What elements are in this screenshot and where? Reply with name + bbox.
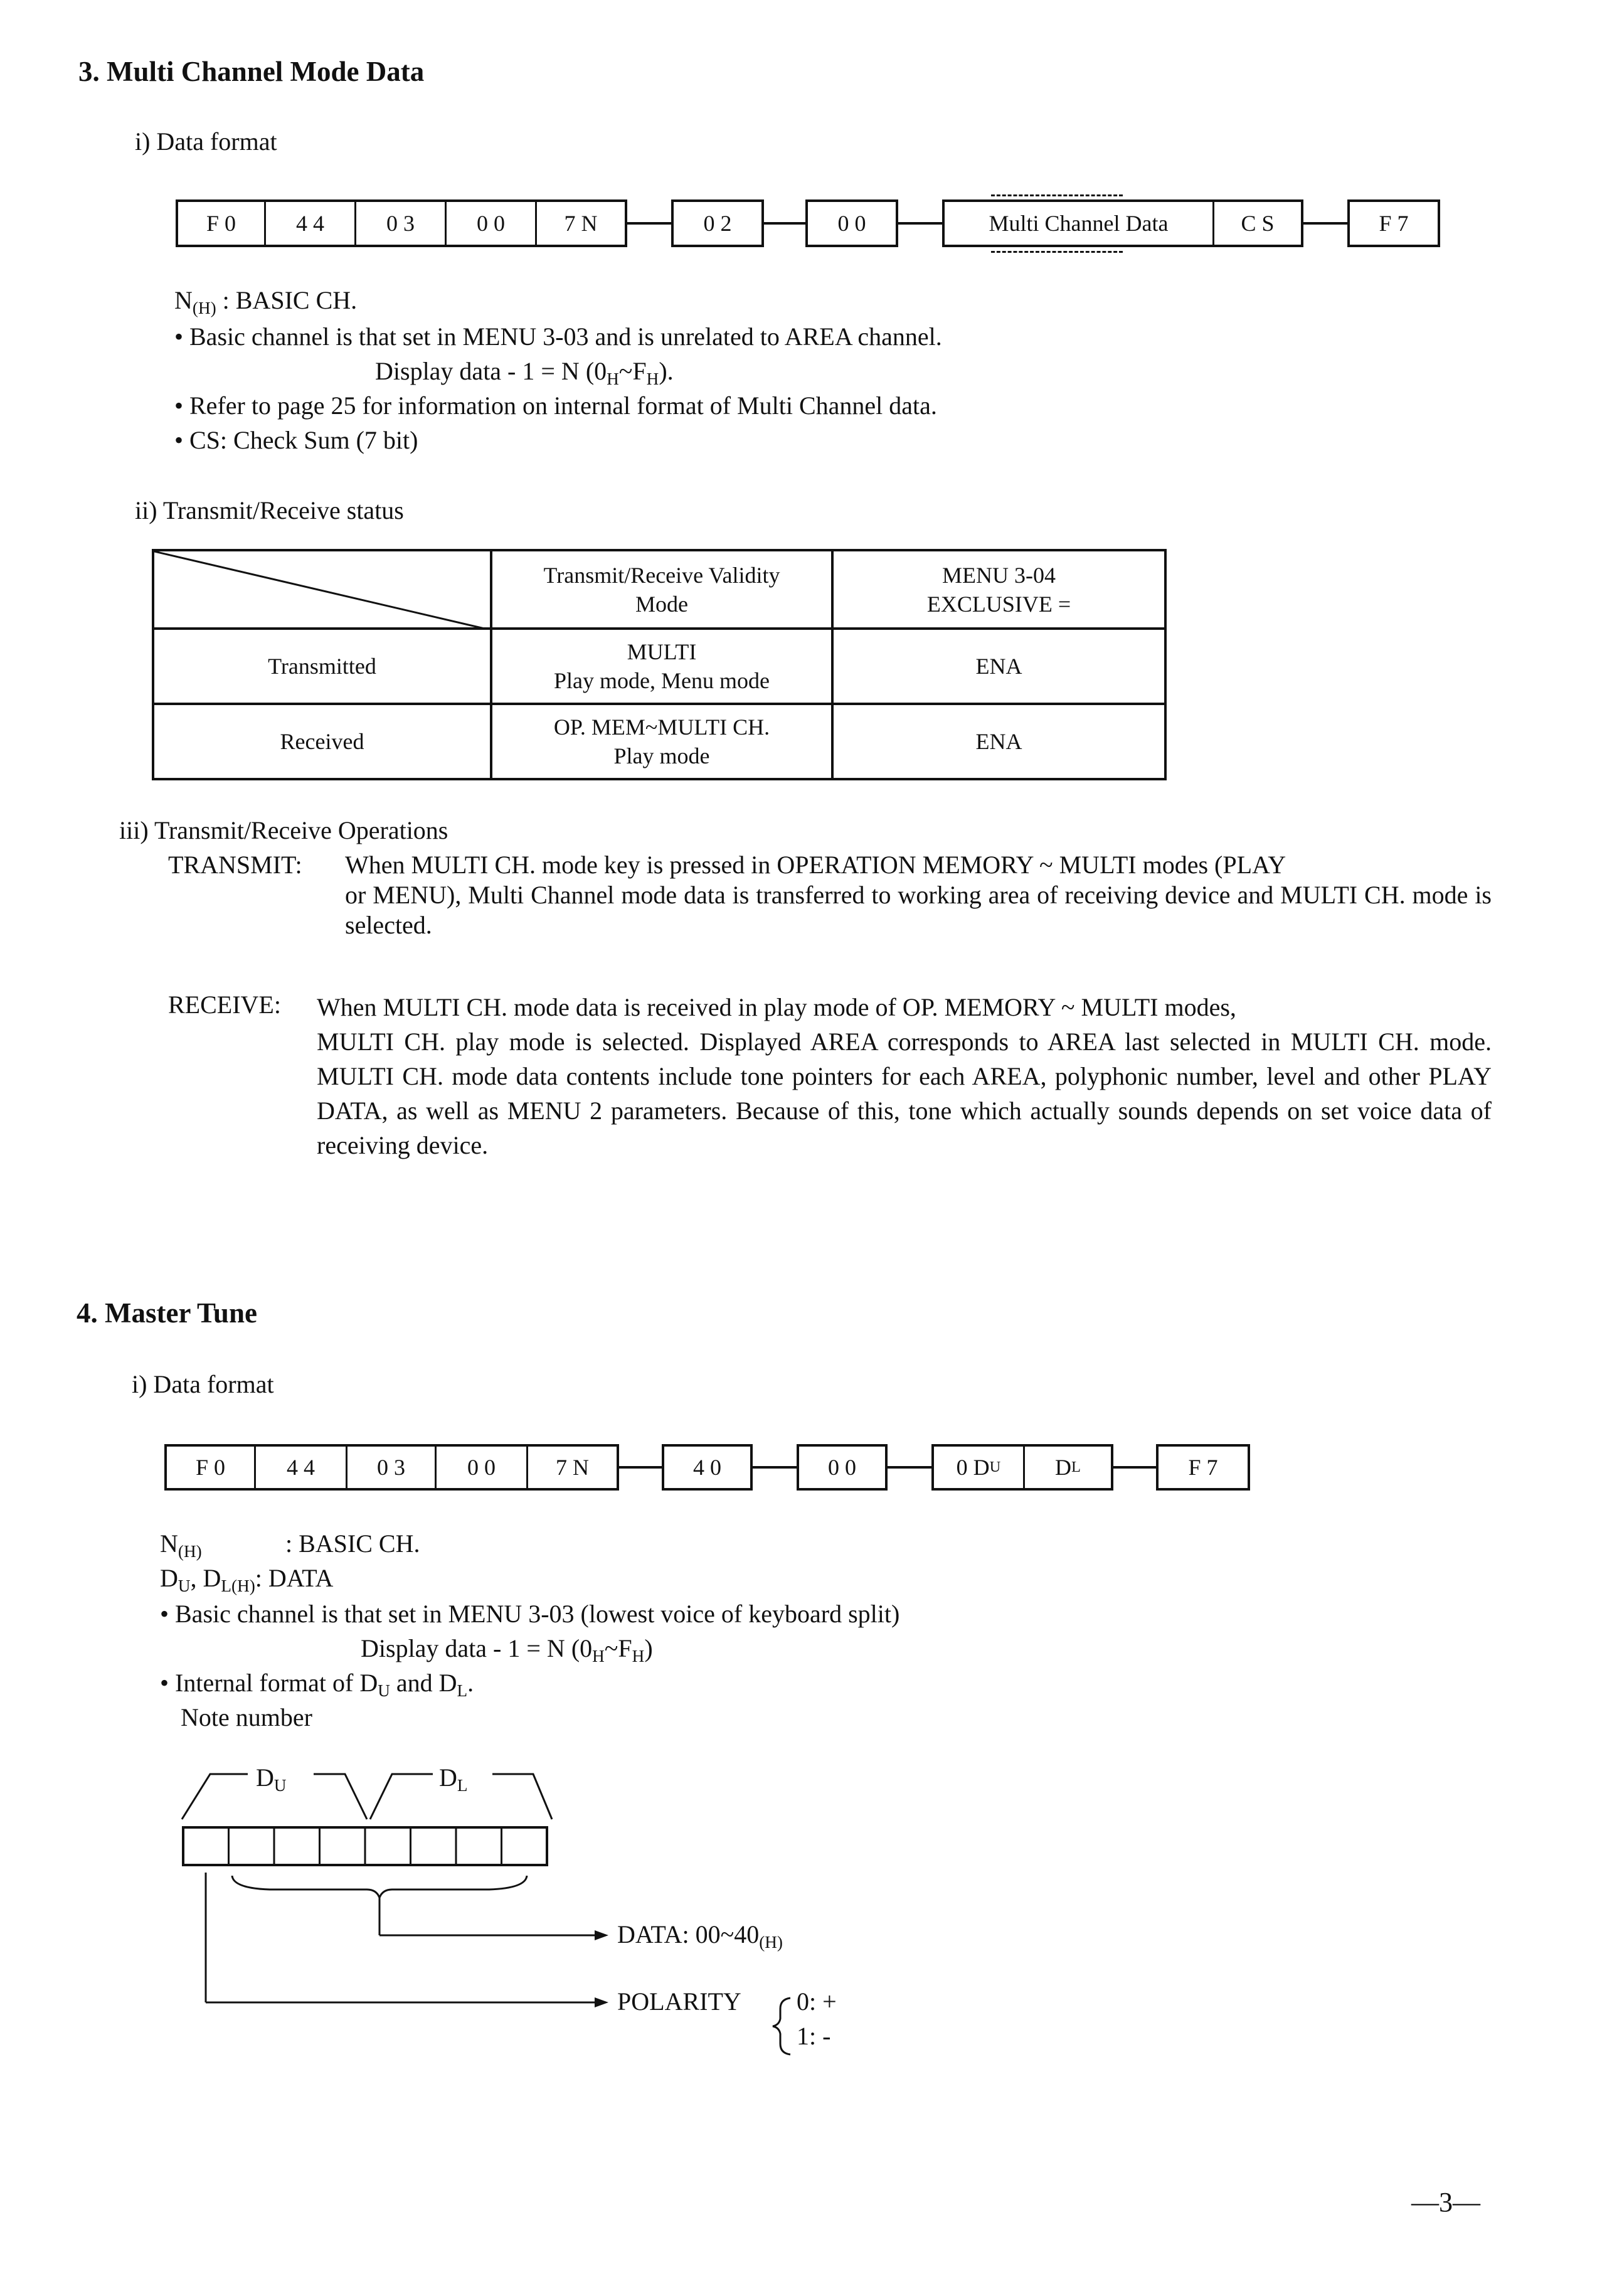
data-note: $D_U$, $D_{L(H)}$: DATA xyxy=(160,1564,334,1596)
format-byte: 0 0 xyxy=(447,202,537,245)
format-byte-du: 0 D U xyxy=(934,1447,1025,1488)
polarity-negative: 1: - xyxy=(797,2022,831,2050)
section-3-data-format-heading: i) Data format xyxy=(135,127,277,156)
table-row xyxy=(153,704,1165,779)
transmit-description: When MULTI CH. mode key is pressed in OPERATION MEMORY ~ MULTI modes (PLAY or MENU), Multi Channel mode data is transferred to working area of receiving device and MULTI CH. mode is selected. xyxy=(345,851,1492,939)
table-corner-cell xyxy=(153,550,491,629)
format-group xyxy=(805,199,898,247)
display-data-formula: Display data - 1 = N $(0_H\sim F_H)$. xyxy=(375,357,674,389)
dl-label: $D_L$ xyxy=(439,1763,468,1795)
page-number: —3— xyxy=(1411,2187,1480,2218)
polarity-arrow xyxy=(206,1873,597,2002)
note-bullet: • Basic channel is that set in MENU 3-03 and is unrelated to AREA channel. xyxy=(174,322,942,351)
row-label: Received xyxy=(153,704,491,779)
format-byte: F 0 xyxy=(167,1447,256,1488)
connector-line xyxy=(888,1466,931,1469)
format-byte: 4 4 xyxy=(266,202,356,245)
connector-line xyxy=(753,1466,797,1469)
format-group-data xyxy=(942,199,1303,247)
format-byte: F 0 xyxy=(178,202,266,245)
connector-line xyxy=(764,222,805,225)
format-byte: 7 N xyxy=(564,211,598,236)
format-byte: 7 N xyxy=(556,1455,589,1480)
format-byte: F 7 xyxy=(1379,211,1409,236)
variable-length-marker xyxy=(991,194,1123,196)
receive-label: RECEIVE: xyxy=(168,991,281,1019)
format-checksum: C S xyxy=(1241,211,1275,236)
note-number-label: Note number xyxy=(181,1703,312,1731)
format-byte: 4 0 xyxy=(693,1455,721,1480)
section-3-operations-heading: iii) Transmit/Receive Operations xyxy=(119,816,448,844)
note-bullet: • CS: Check Sum (7 bit) xyxy=(174,426,418,454)
polarity-arrowhead xyxy=(595,1997,608,2007)
table-header-menu: MENU 3-04 EXCLUSIVE = xyxy=(832,550,1165,629)
section-3-status-heading: ii) Transmit/Receive status xyxy=(135,496,404,524)
format-group xyxy=(1156,1444,1250,1491)
format-group xyxy=(662,1444,753,1491)
note-bullet: • Basic channel is that set in MENU 3-03 (lowest voice of keyboard split) xyxy=(160,1600,900,1628)
section-4-data-format-heading: i) Data format xyxy=(132,1370,274,1398)
display-data-formula: Display data - 1 = N $(0_H\sim F_H)$ xyxy=(361,1634,653,1666)
section-3-title: 3. Multi Channel Mode Data xyxy=(78,56,425,87)
format-group xyxy=(797,1444,888,1491)
connector-line xyxy=(1303,222,1347,225)
format-byte-dl: D L xyxy=(1055,1455,1081,1480)
format-byte: F 7 xyxy=(1188,1455,1218,1480)
note-bullet: • Refer to page 25 for information on internal format of Multi Channel data. xyxy=(174,391,937,420)
format-group-data xyxy=(931,1444,1113,1491)
du-label: $D_U$ xyxy=(256,1763,287,1795)
format-byte: 0 0 xyxy=(837,211,866,236)
format-group-header xyxy=(176,199,627,247)
polarity-brace xyxy=(773,1998,790,2054)
format-byte: 0 2 xyxy=(703,211,732,236)
format-byte: 0 3 xyxy=(347,1447,437,1488)
data-bits-brace xyxy=(232,1876,527,1898)
table-header-mode: Transmit/Receive Validity Mode xyxy=(491,550,832,629)
format-byte: 0 3 xyxy=(356,202,447,245)
transmit-receive-status-table xyxy=(152,549,1167,780)
receive-description: When MULTI CH. mode data is received in play mode of OP. MEMORY ~ MULTI modes, MULTI CH. play mode is selected. Displayed AREA corresponds to AREA last selected in MULTI CH. mode. MULTI CH. mode data contents include tone pointers for each AREA, polyphonic number, level and other PLAY DATA, as well as MENU 2 parameters. Because of this, tone which actually sounds depends on set voice data of receiving device. xyxy=(317,993,1492,1159)
format-group-header xyxy=(164,1444,619,1491)
diagonal-divider xyxy=(154,551,490,630)
row-value: ENA xyxy=(832,629,1165,704)
connector-line xyxy=(619,1466,662,1469)
transmit-label: TRANSMIT: xyxy=(168,851,302,879)
data-range-label: DATA: $00\sim 40_{(H)}$ xyxy=(617,1920,783,1952)
row-value: ENA xyxy=(832,704,1165,779)
connector-line xyxy=(627,222,671,225)
format-byte: 0 0 xyxy=(828,1455,856,1480)
data-arrowhead xyxy=(595,1930,608,1940)
format-byte: 0 0 xyxy=(437,1447,528,1488)
basic-channel-note: $N_{(H)}$ xyxy=(160,1529,202,1561)
section-4-title: 4. Master Tune xyxy=(77,1297,257,1329)
format-byte: 4 4 xyxy=(256,1447,347,1488)
row-label: Transmitted xyxy=(153,629,491,704)
bit-cells xyxy=(183,1827,547,1865)
polarity-positive: 0: + xyxy=(797,1987,837,2016)
row-mode: MULTI Play mode, Menu mode xyxy=(491,629,832,704)
basic-channel-desc: : BASIC CH. xyxy=(285,1529,420,1558)
format-multi-channel-data: Multi Channel Data xyxy=(945,202,1214,245)
variable-length-marker xyxy=(991,251,1123,253)
connector-line xyxy=(898,222,942,225)
note-bullet: • Internal format of $D_U$ and $D_L$. xyxy=(160,1669,474,1701)
polarity-label: POLARITY xyxy=(617,1987,741,2016)
connector-line xyxy=(1113,1466,1156,1469)
table-row xyxy=(153,629,1165,704)
data-arrow xyxy=(379,1898,597,1935)
basic-channel-note: $N_{(H)}$ : BASIC CH. xyxy=(174,286,358,318)
format-group xyxy=(671,199,764,247)
row-mode: OP. MEM~MULTI CH. Play mode xyxy=(491,704,832,779)
format-group xyxy=(1347,199,1440,247)
